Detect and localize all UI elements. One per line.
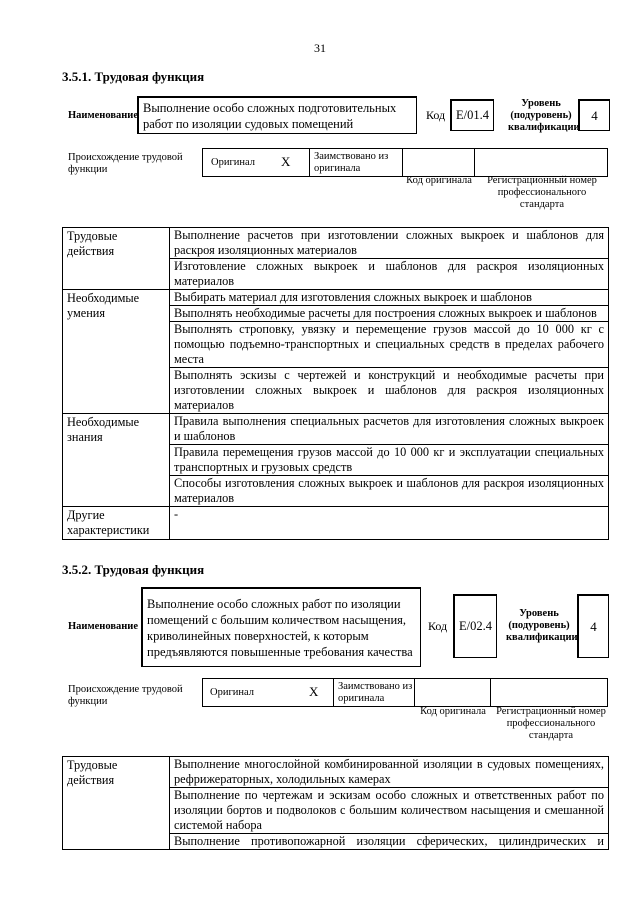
list-item: Выполнение противопожарной изоляции сферических, цилиндрических и (170, 834, 609, 850)
table-row (63, 507, 609, 540)
name-label: Наименование (68, 110, 138, 121)
code-box (453, 594, 497, 658)
original-cell (202, 148, 310, 177)
origin-label: Происхождение трудовой функции (68, 152, 183, 175)
list-item: Выбирать материал для изготовления сложных выкроек и шаблонов (170, 290, 609, 306)
borrowed-label: Заимствовано из оригинала (314, 151, 389, 174)
level-box (578, 99, 610, 131)
function-name: Выполнение особо сложных работ по изоляции помещений с большим количеством насыщения, криволинейных поверхностей, к которым предъявляются повышенные требования качества (147, 596, 413, 659)
code-label: Код (428, 619, 448, 633)
list-item: Выполнять необходимые расчеты для построения сложных выкроек и шаблонов (170, 306, 609, 322)
section-title: 3.5.2. Трудовая функция (62, 562, 205, 577)
list-item: Выполнять строповку, увязку и перемещение грузов массой до 10 000 кг с помощью подъемно-транспортных и специальных средств в пределах рабочего места (170, 322, 609, 368)
level-label: Уровень (подуровень) квалификации (506, 608, 578, 643)
list-item: Правила перемещения грузов массой до 10 000 кг и эксплуатации специальных транспортных и грузовых средств (170, 445, 609, 476)
reg-number-label: Регистрационный номер профессионального стандарта (487, 175, 597, 210)
list-item: Правила выполнения специальных расчетов для изготовления сложных выкроек и шаблонов (170, 414, 609, 445)
borrowed-label: Заимствовано из оригинала (338, 681, 413, 704)
page-number: 31 (314, 41, 326, 55)
function-name-box (141, 587, 421, 667)
list-item: Выполнение расчетов при изготовлении сложных выкроек и шаблонов для раскроя изоляционных материалов (170, 228, 609, 259)
list-item: Выполнение многослойной комбинированной изоляции в судовых помещениях, рефрижераторных, холодильных камерах (170, 757, 609, 788)
borrowed-cell (333, 678, 415, 707)
list-item: - (170, 507, 609, 540)
level-value: 4 (591, 107, 598, 123)
table-row (63, 228, 609, 259)
category-required-skills: Необходимые умения (63, 290, 170, 414)
section-title: 3.5.1. Трудовая функция (62, 69, 205, 84)
function-name: Выполнение особо сложных подготовительных работ по изоляции судовых помещений (143, 100, 397, 131)
reg-number-label: Регистрационный номер профессионального стандарта (496, 706, 606, 741)
code-original-cell (414, 678, 491, 707)
list-item: Выполнять эскизы с чертежей и конструкций и необходимые расчеты при изготовлении сложных выкроек и шаблонов для раскроя изоляционных материалов (170, 368, 609, 414)
code-value: E/01.4 (456, 108, 489, 122)
code-original-label: Код оригинала (420, 706, 486, 717)
function-details-table (62, 227, 609, 540)
code-original-label: Код оригинала (406, 175, 472, 186)
original-mark: X (281, 154, 291, 169)
code-box (450, 99, 494, 131)
code-value: E/02.4 (459, 619, 492, 633)
original-label: Оригинал (211, 157, 255, 168)
function-name-box (137, 96, 417, 134)
code-label: Код (426, 108, 446, 122)
list-item: Способы изготовления сложных выкроек и шаблонов для раскроя изоляционных материалов (170, 476, 609, 507)
table-row (63, 290, 609, 306)
level-label: Уровень (подуровень) квалификации (508, 98, 580, 133)
function-details-table (62, 756, 609, 850)
reg-number-cell (490, 678, 608, 707)
category-labor-actions: Трудовые действия (63, 228, 170, 290)
name-label: Наименование (68, 621, 138, 632)
reg-number-cell (474, 148, 608, 177)
category-labor-actions: Трудовые действия (63, 757, 170, 850)
list-item: Изготовление сложных выкроек и шаблонов для раскроя изоляционных материалов (170, 259, 609, 290)
level-value: 4 (590, 618, 597, 634)
level-box (577, 594, 609, 658)
table-row (63, 414, 609, 445)
original-mark: X (309, 684, 319, 699)
category-required-knowledge: Необходимые знания (63, 414, 170, 507)
table-row (63, 757, 609, 788)
list-item: Выполнение по чертежам и эскизам особо сложных и ответственных работ по изоляции бортов и подволоков с большим количеством насыщения и смешанной системой набора (170, 788, 609, 834)
original-cell (202, 678, 334, 707)
category-other-characteristics: Другие характеристики (63, 507, 170, 540)
code-original-cell (402, 148, 475, 177)
original-label: Оригинал (210, 687, 254, 698)
origin-label: Происхождение трудовой функции (68, 684, 183, 707)
borrowed-cell (309, 148, 403, 177)
